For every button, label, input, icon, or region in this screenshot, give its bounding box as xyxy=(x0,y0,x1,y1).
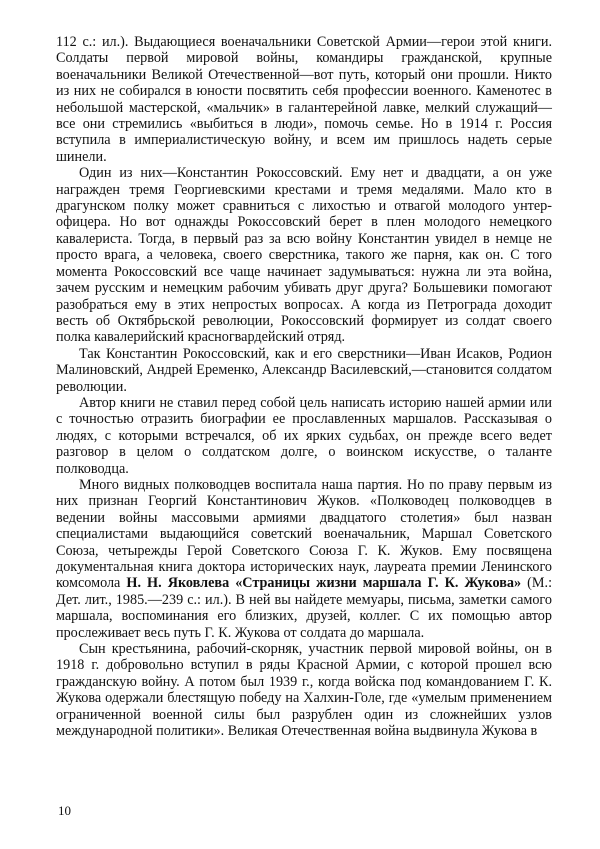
paragraph-3: Так Константин Рокоссовский, как и его сверстники—Иван Исаков, Родион Малиновский, Андрей Еременко, Александр Василевский,—становится солдатом революции. xyxy=(56,345,552,395)
paragraph-5 xyxy=(56,477,552,641)
body-text xyxy=(56,34,552,739)
paragraph-4: Автор книги не ставил перед собой цель написать историю нашей армии или с точностью отразить биографии ее прославленных маршалов. Рассказывая о людях, с которыми встречался, об их ярких судьбах, он прежде всего ведет разговор в целом о солдатском долге, о воинском искусстве, о таланте полководца. xyxy=(56,394,552,477)
paragraph-5-text-before: Много видных полководцев воспитала наша партия. Но по праву первым из них признан Георгий Константинович Жуков. «Полководец полководцев в ведении войны массовыми армиями двадцатого столетия» был назван специалистами выдающийся советский военачальник, Маршал Советского Союза, четырежды Герой Советского Союза Г. К. Жуков. Ему посвящена документальная книга доктора исторических наук, лауреата премии Ленинского комсомола xyxy=(56,476,552,592)
paragraph-6: Сын крестьянина, рабочий-скорняк, участник первой мировой войны, он в 1918 г. добровольно вступил в ряды Красной Армии, с которой прошел всю гражданскую войну. А потом был 1939 г., когда войска под командованием Г. К. Жукова одержали блестящую победу на Халхин-Голе, где «умелым применением ограниченной военной силы был разрублен один из сложнейших узлов международной политики». Великая Отечественная война выдвинула Жукова в xyxy=(56,641,552,740)
paragraph-5-text-after: (М.: Дет. лит., 1985.—239 с.: ил.). В ней вы найдете мемуары, письма, заметки самого маршала, воспоминания его близких, друзей, коллег. С их помощью автор прослеживает весь путь Г. К. Жукова от солдата до маршала. xyxy=(56,575,553,641)
paragraph-2: Один из них—Константин Рокоссовский. Ему нет и двадцати, а он уже награжден тремя Георгиевскими крестами и тремя медалями. Мало кто в драгунском полку может сравниться с лихостью и отвагой молодого унтер-офицера. Но вот однажды Рокоссовский берет в плен молодого немецкого кавалериста. Тогда, в первый раз за всю войну Константин увидел в немце не просто врага, а человека, своего сверстника, такого же парня, как он. С того момента Рокоссовский все чаще начинает задумываться: нужна ли эта война, зачем русским и немецким рабочим убивать друг друга? Большевики помогают разобраться ему в этих непростых вопросах. А когда из Петрограда доходит весть об Октябрьской революции, Рокоссовский формирует из солдат своего полка кавалерийский красногвардейский отряд. xyxy=(56,165,552,346)
page-number: 10 xyxy=(58,803,71,818)
paragraph-1: 112 с.: ил.). Выдающиеся военачальники Советской Армии—герои этой книги. Солдаты первой мировой войны, командиры гражданской, крупные военачальники Великой Отечественной—вот путь, который они прошли. Никто из них не собирался в юности посвятить себя профессии военного. Каменотес в небольшой мастерской, «мальчик» в галантерейной лавке, мелкий служащий—все они стремились «выбиться в люди», помочь семье. Но в 1914 г. Россия вступила в империалистическую войну, и всем им пришлось надеть серые шинели. xyxy=(56,34,552,165)
book-citation-bold: Н. Н. Яковлева «Страницы жизни маршала Г. К. Жукова» xyxy=(126,575,522,592)
